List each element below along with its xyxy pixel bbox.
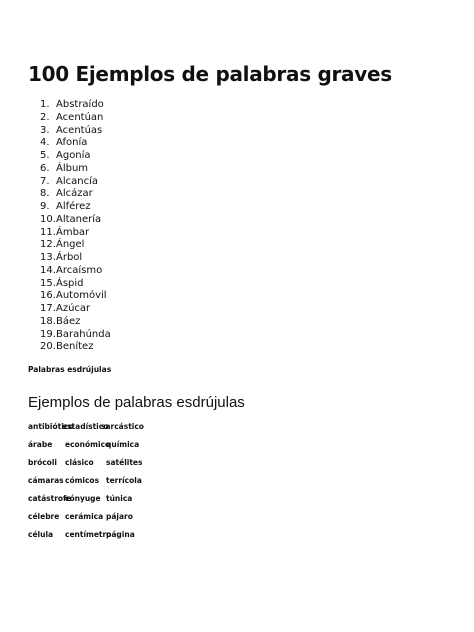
table-cell: cómicos [65,476,100,485]
list-item [40,341,111,354]
list-item [40,214,111,227]
table-cell: brócoli [28,458,57,467]
list-number: 16. [40,290,56,302]
list-word: Álbum [56,162,89,174]
table-cell: estadístico [62,422,109,431]
list-word: Árbol [56,252,83,263]
list-word: Automóvil [56,290,107,302]
list-word: Agonía [56,150,91,161]
list-number: 8. [40,188,50,200]
table-cell: centímetro [65,530,112,539]
list-item [40,137,111,150]
list-number: 4. [40,137,50,149]
table-cell: antibiótico [28,422,74,431]
list-item [40,239,111,252]
list-item [40,227,111,240]
list-word: Alcázar [56,188,93,200]
list-number: 5. [40,150,50,161]
list-item [40,112,111,125]
table-cell: célebre [28,512,60,521]
list-item [40,201,111,214]
list-word: Acentúas [56,124,103,136]
list-word: Ángel [56,239,85,251]
list-number: 9. [40,201,50,212]
list-item [40,176,111,189]
table-cell: terrícola [106,476,142,485]
list-number: 18. [40,315,56,327]
list-word: Altanería [56,213,102,225]
list-word: Áspid [56,277,84,289]
list-word: Acentúan [56,111,104,123]
table-cell: económico [65,440,111,449]
list-word: Arcaísmo [56,264,103,276]
list-word: Azúcar [56,303,91,314]
list-item [40,278,111,291]
page-title: 100 Ejemplos de palabras graves [28,62,392,86]
list-number: 19. [40,328,56,340]
table-cell: árabe [28,440,53,449]
list-word: Alférez [56,201,91,212]
table-cell: cámaras [28,476,64,485]
esdrujulas-small-heading: Palabras esdrújulas [28,365,112,374]
list-item [40,163,111,176]
list-item [40,188,111,201]
table-cell: catástrofe [28,494,72,503]
table-cell: química [106,440,140,449]
graves-list [40,99,111,354]
table-cell: sarcástico [101,422,144,431]
list-number: 14. [40,264,56,276]
list-word: Afonía [56,137,88,149]
list-item [40,290,111,303]
list-item [40,150,111,163]
table-cell: cónyuge [65,494,101,503]
list-word: Ámbar [56,226,90,238]
list-number: 17. [40,303,56,314]
list-item [40,265,111,278]
list-number: 6. [40,162,50,174]
list-number: 13. [40,252,56,263]
list-word: Barahúnda [56,328,111,340]
list-number: 20. [40,341,56,353]
list-number: 10. [40,213,56,225]
list-item [40,316,111,329]
table-cell: pájaro [106,512,133,521]
table-cell: página [106,530,135,539]
list-item [40,252,111,265]
list-number: 11. [40,226,56,238]
list-item [40,125,111,138]
list-word: Abstraído [56,99,104,110]
table-cell: túnica [106,494,133,503]
list-number: 7. [40,175,50,187]
list-item [40,329,111,342]
list-number: 1. [40,99,50,110]
table-cell: cerámica [65,512,104,521]
table-cell: clásico [65,458,94,467]
list-word: Báez [56,315,81,327]
list-number: 12. [40,239,56,251]
list-word: Benítez [56,341,94,353]
list-item [40,303,111,316]
table-cell: célula [28,530,54,539]
list-item [40,99,111,112]
table-cell: satélites [106,458,143,467]
list-word: Alcancía [56,175,98,187]
esdrujulas-heading: Ejemplos de palabras esdrújulas [28,394,245,411]
list-number: 3. [40,124,50,136]
list-number: 2. [40,111,50,123]
list-number: 15. [40,277,56,289]
